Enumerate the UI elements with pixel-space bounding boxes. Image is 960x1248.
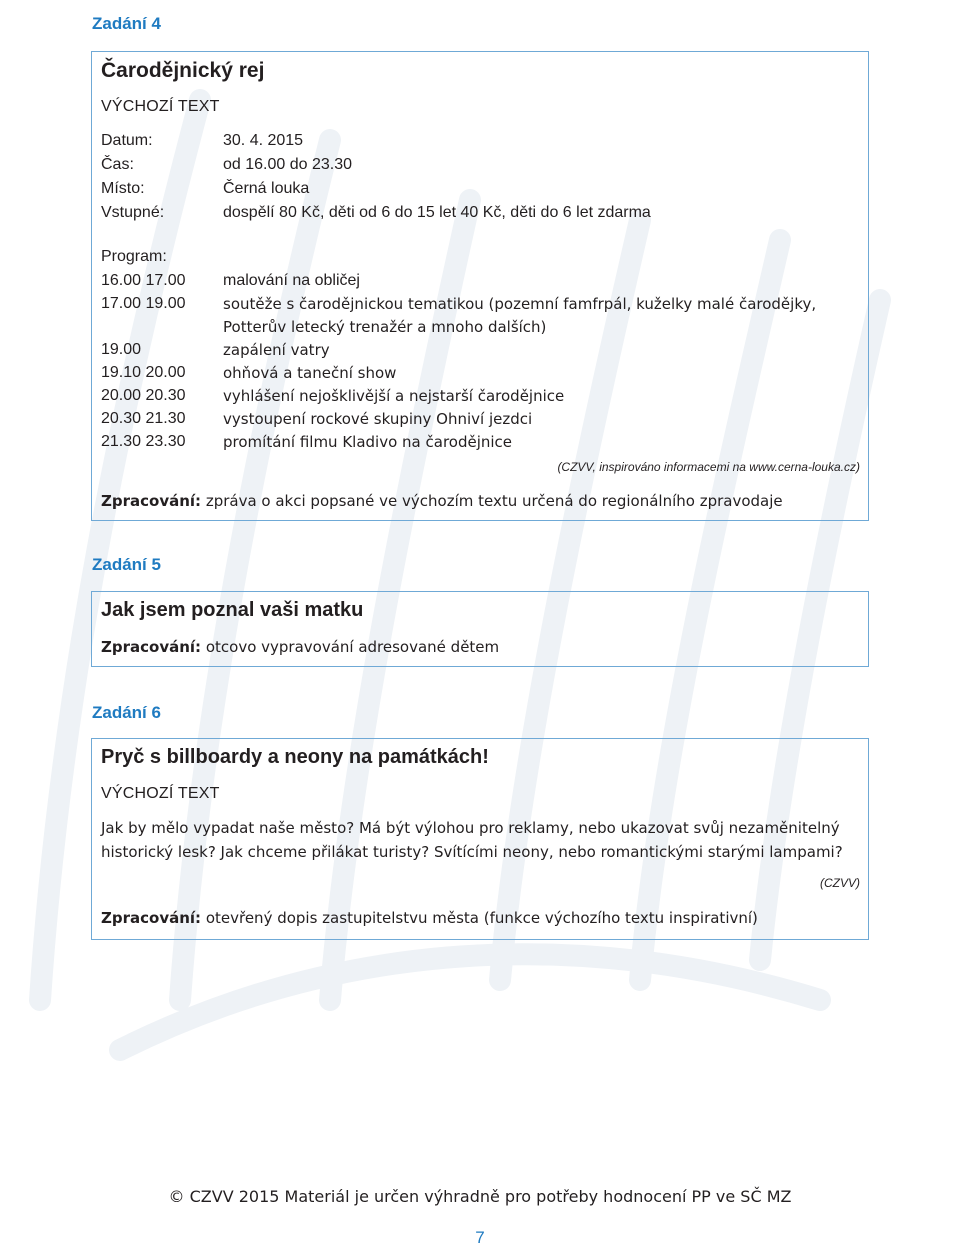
program-list xyxy=(101,272,861,456)
program-row xyxy=(101,364,861,387)
program-label: Program: xyxy=(101,248,167,265)
footer-copyright: © CZVV 2015 Materiál je určen výhradně pro potřeby hodnocení PP ve SČ MZ xyxy=(168,1187,792,1206)
program-time: 21.30 23.30 xyxy=(101,433,186,450)
program-text: promítání filmu Kladivo na čarodějnice xyxy=(223,433,513,451)
program-time: 20.30 21.30 xyxy=(101,410,186,427)
program-time: 19.10 20.00 xyxy=(101,364,186,381)
task-text: zpráva o akci popsané ve výchozím textu určená do regionálního zpravodaje xyxy=(201,492,783,510)
info-row-cas xyxy=(101,156,801,179)
program-row xyxy=(101,295,861,318)
program-text: vyhlášení nejošklivější a nejstarší čarodějnice xyxy=(223,387,565,405)
heading-zadani-6: Zadání 6 xyxy=(92,703,161,722)
info-value: Černá louka xyxy=(223,180,310,197)
program-row xyxy=(101,410,861,433)
task-label: Zpracování: xyxy=(101,492,202,510)
info-key: Místo: xyxy=(101,180,145,197)
program-text: zapálení vatry xyxy=(223,341,330,359)
heading-zadani-5: Zadání 5 xyxy=(92,555,161,574)
info-key: Čas: xyxy=(101,156,134,173)
zadani-5-task xyxy=(101,638,499,656)
heading-zadani-4: Zadání 4 xyxy=(92,14,161,33)
program-row xyxy=(101,387,861,410)
page-number: 7 xyxy=(475,1228,485,1247)
program-text: soutěže s čarodějnickou tematikou (pozemní famfrpál, kuželky malé čarodějky, xyxy=(223,295,817,313)
zadani-4-title: Čarodějnický rej xyxy=(101,59,265,82)
zadani-5-box xyxy=(91,591,869,667)
info-value: 30. 4. 2015 xyxy=(223,132,304,149)
info-value: od 16.00 do 23.30 xyxy=(223,156,353,173)
zadani-6-title: Pryč s billboardy a neony na památkách! xyxy=(101,746,489,768)
event-info xyxy=(101,132,841,228)
program-row xyxy=(101,272,861,295)
zadani-6-source: (CZVV) xyxy=(820,876,860,890)
task-label: Zpracování: xyxy=(101,909,202,927)
zadani-6-body-line-1: Jak by mělo vypadat naše město? Má být výlohou pro reklamy, nebo ukazovat svůj nezaměnitelný xyxy=(101,819,840,837)
info-row-datum xyxy=(101,132,801,155)
program-text: Potterův letecký trenažér a mnoho dalších) xyxy=(223,318,547,336)
program-text: vystoupení rockové skupiny Ohniví jezdci xyxy=(223,410,533,428)
task-label: Zpracování: xyxy=(101,638,202,656)
program-row xyxy=(101,433,861,456)
program-time: 16.00 17.00 xyxy=(101,272,186,289)
program-row xyxy=(101,341,861,364)
zadani-6-body-line-2: historický lesk? Jak chceme přilákat turisty? Svítícími neony, nebo romantickými starými lampami? xyxy=(101,843,843,861)
zadani-4-source: (CZVV, inspirováno informacemi na www.cerna-louka.cz) xyxy=(557,460,860,474)
zadani-6-task xyxy=(101,909,758,927)
program-time: 17.00 19.00 xyxy=(101,295,186,312)
task-text: otcovo vypravování adresované dětem xyxy=(201,638,500,656)
program-time: 20.00 20.30 xyxy=(101,387,186,404)
zadani-5-title: Jak jsem poznal vaši matku xyxy=(101,599,364,621)
info-key: Vstupné: xyxy=(101,204,165,221)
zadani-6-box xyxy=(91,738,869,940)
info-row-vstupne xyxy=(101,204,801,227)
zadani-4-task xyxy=(101,492,783,510)
zadani-6-section-label: VÝCHOZÍ TEXT xyxy=(101,785,220,802)
program-time: 19.00 xyxy=(101,341,142,358)
task-text: otevřený dopis zastupitelstvu města (funkce výchozího textu inspirativní) xyxy=(201,909,758,927)
program-text: ohňová a taneční show xyxy=(223,364,397,382)
program-row xyxy=(101,318,861,341)
zadani-4-box xyxy=(91,51,869,521)
zadani-4-section-label: VÝCHOZÍ TEXT xyxy=(101,98,220,115)
info-key: Datum: xyxy=(101,132,153,149)
program-text: malování na obličej xyxy=(223,272,360,289)
info-value: dospělí 80 Kč, děti od 6 do 15 let 40 Kč, děti do 6 let zdarma xyxy=(223,204,651,221)
info-row-misto xyxy=(101,180,801,203)
